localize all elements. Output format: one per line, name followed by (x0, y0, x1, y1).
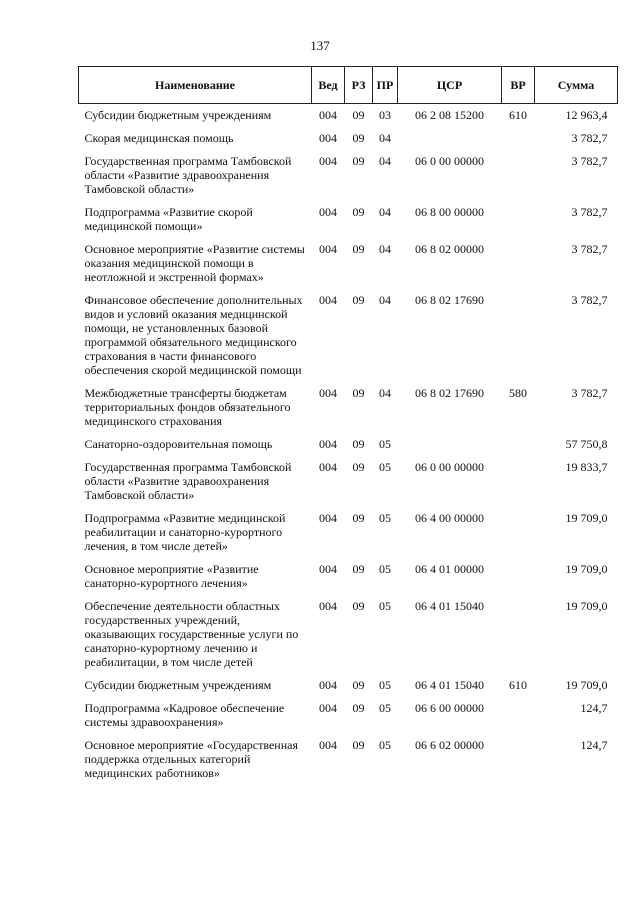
cell-name: Межбюджетные трансферты бюджетам территориальных фондов обязательного медицинского страхования (84, 386, 291, 428)
cell-rz: 09 (352, 738, 365, 752)
cell-sum: 19 709,0 (565, 678, 608, 692)
cell-rz: 09 (352, 562, 365, 576)
page-number: 137 (310, 38, 330, 53)
budget-table (78, 66, 618, 789)
cell-pr: 04 (379, 131, 391, 145)
cell-pr: 04 (379, 293, 391, 307)
cell-vr (502, 460, 535, 511)
cell-ved: 004 (319, 511, 337, 525)
cell-csr: 06 8 02 17690 (415, 293, 484, 307)
cell-name: Субсидии бюджетным учреждениям (84, 108, 272, 122)
cell-rz: 09 (352, 131, 365, 145)
cell-rz: 09 (352, 460, 365, 474)
column-header-vr: ВР (502, 67, 535, 104)
cell-sum: 3 782,7 (571, 242, 608, 256)
cell-rz: 09 (352, 154, 365, 168)
column-header-rz: РЗ (345, 67, 373, 104)
table-row (79, 386, 618, 437)
cell-pr: 04 (379, 205, 391, 219)
cell-name: Основное мероприятие «Развитие санаторно-курортного лечения» (84, 562, 259, 590)
table-row (79, 701, 618, 738)
cell-csr: 06 2 08 15200 (415, 108, 484, 122)
cell-pr: 05 (379, 701, 391, 715)
cell-csr: 06 0 00 00000 (415, 154, 484, 168)
cell-pr: 04 (379, 154, 391, 168)
cell-pr: 05 (379, 738, 391, 752)
cell-rz: 09 (352, 599, 365, 613)
cell-vr (502, 562, 535, 599)
table-row (79, 131, 618, 154)
table-row (79, 511, 618, 562)
cell-ved: 004 (319, 242, 337, 256)
cell-csr: 06 4 01 15040 (415, 599, 484, 613)
table-row (79, 738, 618, 789)
table-row (79, 293, 618, 386)
cell-name: Субсидии бюджетным учреждениям (84, 678, 272, 692)
cell-pr: 05 (379, 460, 391, 474)
table-row (79, 678, 618, 701)
cell-ved: 004 (319, 108, 337, 122)
column-header-pr: ПР (373, 67, 398, 104)
cell-csr: 06 4 01 15040 (415, 678, 484, 692)
cell-rz: 09 (352, 511, 365, 525)
cell-pr: 04 (379, 386, 391, 400)
table-row (79, 242, 618, 293)
cell-sum: 3 782,7 (571, 205, 608, 219)
table-header-row (79, 67, 618, 104)
column-header-ved: Вед (312, 67, 345, 104)
cell-sum: 3 782,7 (571, 154, 608, 168)
cell-vr (502, 154, 535, 205)
cell-vr (502, 205, 535, 242)
column-header-csr: ЦСР (398, 67, 502, 104)
cell-name: Основное мероприятие «Государственная поддержка отдельных категорий медицинских работников» (84, 738, 298, 780)
column-header-sum: Сумма (535, 67, 618, 104)
cell-csr (398, 131, 502, 154)
cell-rz: 09 (352, 701, 365, 715)
cell-name: Обеспечение деятельности областных государственных учреждений, оказывающих государственные услуги по санаторно-курортному лечению и реабилитации, в том числе детей (84, 599, 299, 669)
cell-name: Государственная программа Тамбовской области «Развитие здравоохранения Тамбовской области» (84, 460, 292, 502)
cell-name: Санаторно-оздоровительная помощь (84, 437, 273, 451)
cell-sum: 19 709,0 (565, 511, 608, 525)
table-row (79, 562, 618, 599)
cell-ved: 004 (319, 460, 337, 474)
cell-name: Подпрограмма «Кадровое обеспечение системы здравоохранения» (84, 701, 285, 729)
cell-pr: 03 (379, 108, 391, 122)
cell-csr: 06 6 02 00000 (415, 738, 484, 752)
cell-vr (502, 599, 535, 678)
cell-sum: 19 709,0 (565, 562, 608, 576)
column-header-name: Наименование (79, 67, 312, 104)
cell-csr: 06 8 02 00000 (415, 242, 484, 256)
cell-pr: 05 (379, 562, 391, 576)
cell-name: Скорая медицинская помощь (84, 131, 234, 145)
cell-vr: 610 (509, 678, 527, 692)
cell-ved: 004 (319, 701, 337, 715)
cell-ved: 004 (319, 386, 337, 400)
cell-rz: 09 (352, 437, 365, 451)
cell-pr: 05 (379, 678, 391, 692)
table-row (79, 154, 618, 205)
cell-pr: 05 (379, 599, 391, 613)
cell-vr (502, 701, 535, 738)
cell-ved: 004 (319, 437, 337, 451)
cell-vr (502, 738, 535, 789)
table-row (79, 599, 618, 678)
cell-csr: 06 6 00 00000 (415, 701, 484, 715)
cell-csr: 06 0 00 00000 (415, 460, 484, 474)
cell-vr: 580 (509, 386, 527, 400)
table-row (79, 205, 618, 242)
cell-sum: 3 782,7 (571, 131, 608, 145)
cell-csr (398, 437, 502, 460)
cell-sum: 124,7 (580, 701, 608, 715)
cell-csr: 06 4 01 00000 (415, 562, 484, 576)
cell-name: Государственная программа Тамбовской области «Развитие здравоохранения Тамбовской области» (84, 154, 292, 196)
cell-ved: 004 (319, 154, 337, 168)
cell-vr (502, 242, 535, 293)
cell-pr: 05 (379, 437, 391, 451)
cell-vr (502, 437, 535, 460)
cell-name: Основное мероприятие «Развитие системы оказания медицинской помощи в неотложной и экстренной формах» (84, 242, 305, 284)
cell-csr: 06 8 00 00000 (415, 205, 484, 219)
cell-rz: 09 (352, 108, 365, 122)
cell-vr (502, 131, 535, 154)
cell-ved: 004 (319, 293, 337, 307)
cell-rz: 09 (352, 678, 365, 692)
cell-sum: 57 750,8 (565, 437, 608, 451)
cell-sum: 3 782,7 (571, 293, 608, 307)
cell-vr (502, 293, 535, 386)
cell-csr: 06 4 00 00000 (415, 511, 484, 525)
cell-sum: 19 833,7 (565, 460, 608, 474)
cell-vr (502, 511, 535, 562)
cell-ved: 004 (319, 131, 337, 145)
cell-sum: 124,7 (580, 738, 608, 752)
cell-name: Финансовое обеспечение дополнительных видов и условий оказания медицинской помощи, не установленных базовой программой обязательного медицинского страхования в части финансового обеспечения скорой медицинской помощи (84, 293, 303, 377)
cell-csr: 06 8 02 17690 (415, 386, 484, 400)
cell-sum: 3 782,7 (571, 386, 608, 400)
cell-ved: 004 (319, 738, 337, 752)
cell-sum: 19 709,0 (565, 599, 608, 613)
table-row (79, 437, 618, 460)
table-row (79, 460, 618, 511)
cell-name: Подпрограмма «Развитие скорой медицинской помощи» (84, 205, 253, 233)
table-row (79, 104, 618, 132)
cell-pr: 04 (379, 242, 391, 256)
cell-ved: 004 (319, 678, 337, 692)
cell-ved: 004 (319, 205, 337, 219)
cell-rz: 09 (352, 242, 365, 256)
cell-sum: 12 963,4 (565, 108, 608, 122)
cell-vr: 610 (509, 108, 527, 122)
cell-rz: 09 (352, 386, 365, 400)
cell-rz: 09 (352, 205, 365, 219)
cell-name: Подпрограмма «Развитие медицинской реабилитации и санаторно-курортного лечения, в том числе детей» (84, 511, 286, 553)
cell-rz: 09 (352, 293, 365, 307)
cell-pr: 05 (379, 511, 391, 525)
cell-ved: 004 (319, 599, 337, 613)
cell-ved: 004 (319, 562, 337, 576)
